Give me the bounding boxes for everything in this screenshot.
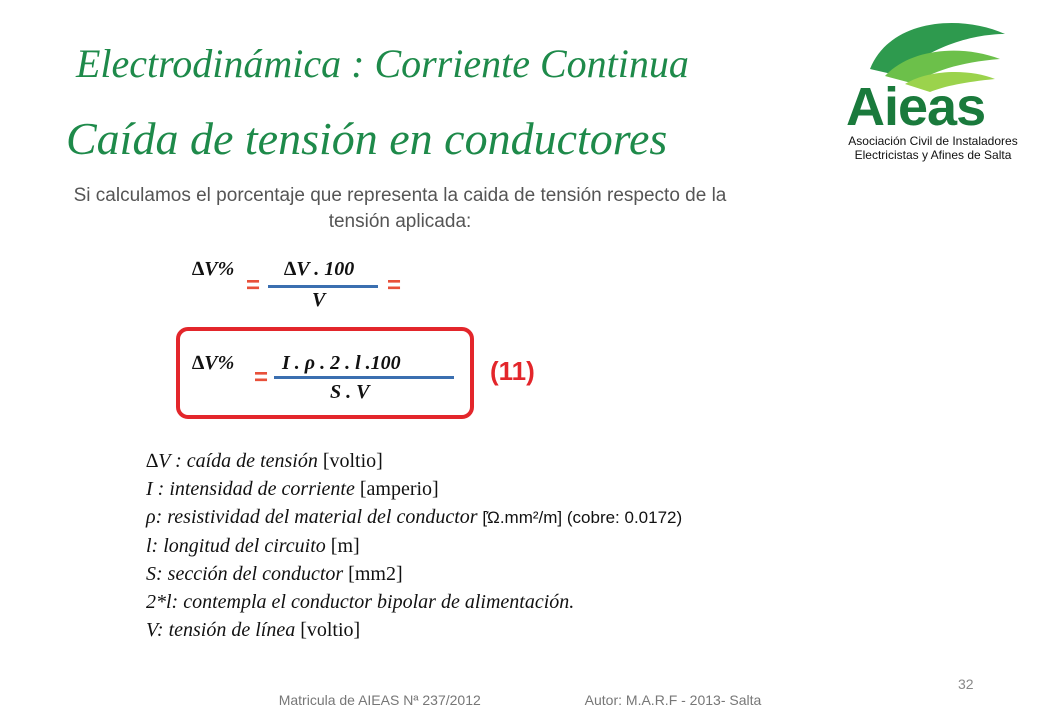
definition-item: [146, 503, 682, 532]
definition-unit: [voltio]: [317, 450, 383, 472]
formula1-fraction-bar: [268, 285, 378, 288]
logo-tagline: [838, 134, 1028, 162]
definition-unit: [voltio]: [295, 619, 361, 641]
definition-unit: [amperio]: [354, 478, 439, 500]
formula1-numerator: ∆V . 100: [284, 258, 355, 280]
definition-unit: [m]: [325, 535, 360, 557]
definition-item: [146, 560, 682, 588]
definition-term: ∆V : caída de tensión: [146, 450, 318, 472]
equation-number: (11): [490, 356, 535, 386]
formula2-lhs: ∆V%: [192, 352, 235, 374]
formula2-equals: =: [254, 364, 269, 391]
footer: [0, 692, 1040, 708]
definition-term: ρ: resistividad del material del conductor: [146, 506, 478, 528]
logo-tagline-line2: Electricistas y Afines de Salta: [854, 148, 1012, 162]
page-number: 32: [958, 676, 974, 692]
formula2-denominator: S . V: [330, 381, 370, 403]
definition-item: [146, 475, 682, 503]
definition-item: [146, 532, 682, 560]
formula1-equals: =: [246, 272, 261, 299]
logo-tagline-line1: Asociación Civil de Instaladores: [848, 134, 1018, 148]
definition-term: V: tensión de línea: [146, 619, 296, 641]
formula1-lhs: ∆V%: [192, 258, 235, 280]
definitions-list: [146, 447, 682, 644]
definition-item: [146, 447, 682, 475]
definition-term: 2*l: contempla el conductor bipolar de alimentación.: [146, 591, 575, 613]
slide-title: Electrodinámica : Corriente Continua: [76, 41, 689, 86]
formula2-numerator: I . ρ . 2 . l .100: [282, 352, 401, 374]
formula1-equals-2: =: [387, 272, 402, 299]
footer-author: Autor: M.A.R.F - 2013- Salta: [584, 692, 762, 708]
definition-term: I : intensidad de corriente: [146, 478, 355, 500]
definition-unit: [mm2]: [343, 563, 403, 585]
formula1-denominator: V: [312, 289, 326, 311]
definition-item: [146, 616, 682, 644]
logo-wordmark: Aieas: [846, 77, 986, 137]
definition-term: l: longitud del circuito: [146, 535, 326, 557]
intro-text: Si calculamos el porcentaje que representa la caida de tensión respecto de la tensión aplicada:: [73, 185, 727, 232]
definition-term: S: sección del conductor: [146, 563, 344, 585]
definition-unit: [Ώ.mm²/m] (cobre: 0.0172): [477, 508, 683, 527]
formula2-fraction-bar: [274, 376, 454, 379]
slide-subtitle: Caída de tensión en conductores: [66, 113, 668, 164]
footer-registration: Matricula de AIEAS Nª 237/2012: [278, 692, 481, 708]
definition-item: [146, 588, 682, 616]
